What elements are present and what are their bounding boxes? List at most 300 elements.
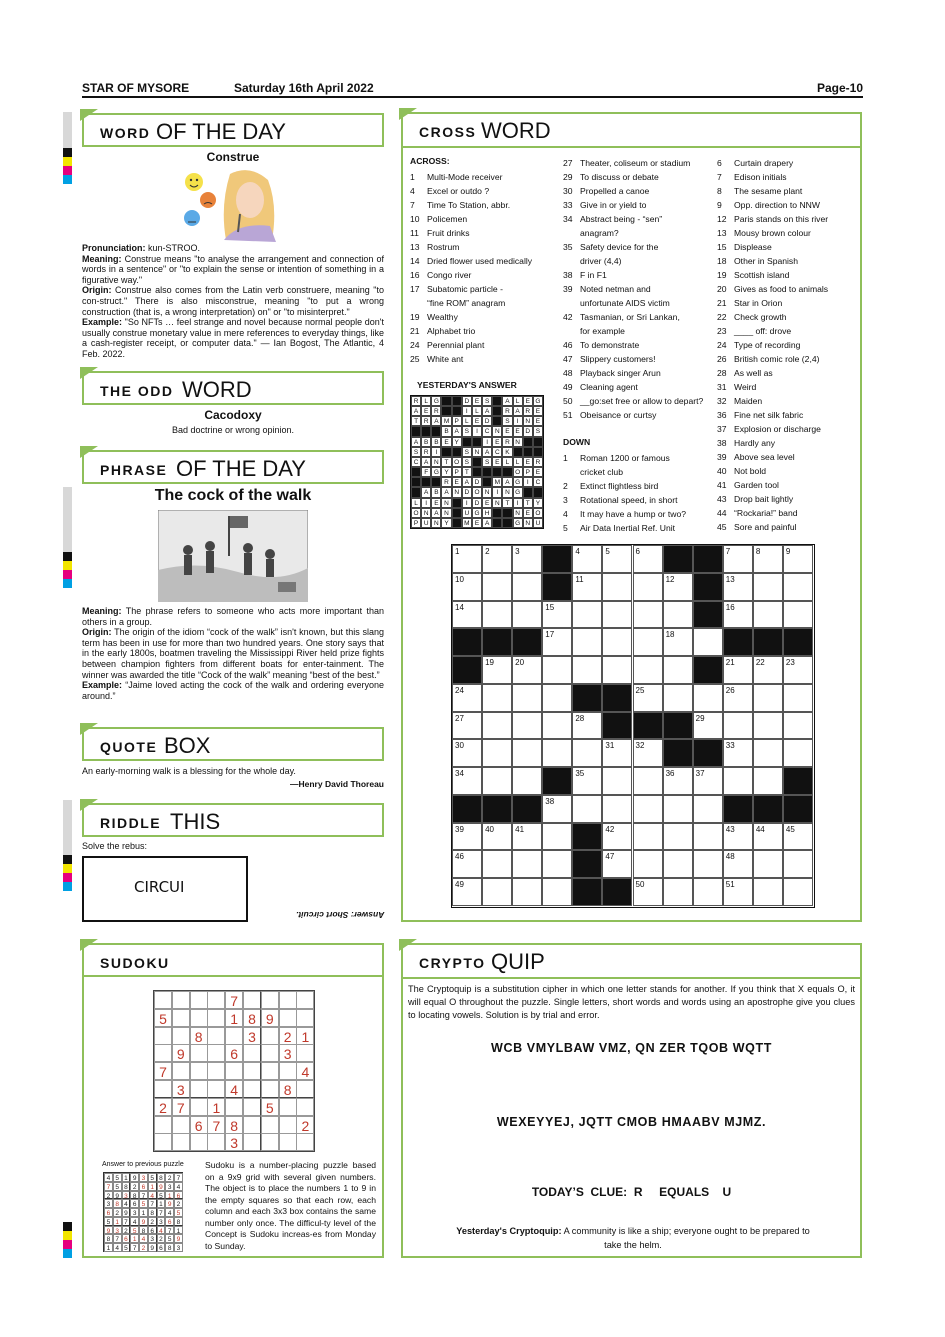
crossword-cell[interactable] [572, 628, 602, 656]
potd-meaning: The phrase refers to someone who acts more important than others in a group. [82, 606, 385, 627]
sudoku-answer-cell: 3 [113, 1226, 122, 1235]
crossword-cell[interactable]: 24 [452, 684, 482, 712]
answer-cell: E [482, 498, 492, 508]
clue-text: F in F1 [580, 270, 607, 280]
crossword-cell[interactable]: 3 [512, 545, 542, 573]
answer-cell: D [472, 477, 482, 487]
crossword-block [512, 628, 542, 656]
sudoku-answer-cell: 7 [174, 1173, 183, 1182]
sudoku-answer-cell: 7 [148, 1199, 157, 1208]
sudoku-cell: 2 [279, 1027, 297, 1045]
crossword-cell[interactable] [512, 712, 542, 740]
crossword-cell[interactable]: 21 [723, 656, 753, 684]
crossword-cell[interactable] [693, 795, 723, 823]
crossword-cell[interactable]: 30 [452, 739, 482, 767]
crossword-cell[interactable]: 16 [723, 601, 753, 629]
crossword-cell[interactable] [512, 850, 542, 878]
clue-text: Noted netman and [580, 284, 651, 294]
crossword-cell[interactable] [602, 795, 632, 823]
crossword-cell[interactable]: 1 [452, 545, 482, 573]
sudoku-answer-cell: 8 [122, 1182, 131, 1191]
clue [717, 184, 828, 198]
riddle-prompt: Solve the rebus: [82, 841, 148, 851]
crossword-cell[interactable] [693, 628, 723, 656]
crossword-cell[interactable] [633, 850, 663, 878]
sudoku-answer-cell: 8 [165, 1243, 174, 1252]
crossword-cell[interactable] [663, 850, 693, 878]
clue [410, 170, 532, 184]
clue-number: 36 [717, 410, 727, 420]
clue-text: Slippery customers! [580, 354, 656, 364]
odd-word: Cacodoxy [204, 408, 262, 422]
clue-text: ____ off: drove [734, 326, 792, 336]
answer-block [421, 477, 431, 487]
answer-cell: Y [441, 467, 451, 477]
crossword-cell[interactable] [512, 767, 542, 795]
answer-cell: S [462, 457, 472, 467]
crossword-cell[interactable] [693, 823, 723, 851]
clue [563, 479, 686, 493]
crossword-cell[interactable] [663, 795, 693, 823]
crossword-cell[interactable]: 18 [663, 628, 693, 656]
sudoku-answer-cell: 3 [130, 1208, 139, 1217]
crossword-cell[interactable]: 35 [572, 767, 602, 795]
clue-number: 40 [717, 466, 727, 476]
answer-block [472, 457, 482, 467]
sudoku-answer-cell: 6 [148, 1226, 157, 1235]
clue-text: Dried flower used medically [427, 256, 533, 266]
answer-block [502, 518, 512, 528]
crossword-cell[interactable] [482, 850, 512, 878]
answer-cell: T [441, 457, 451, 467]
crossword-cell[interactable]: 39 [452, 823, 482, 851]
answer-cell: E [472, 396, 482, 406]
sudoku-answer-cell: 8 [148, 1208, 157, 1217]
crossword-cell[interactable] [572, 656, 602, 684]
crossword-cell[interactable]: 23 [783, 656, 813, 684]
clue-number: 19 [410, 312, 420, 322]
clue-text: Weird [734, 382, 757, 392]
crossword-cell[interactable] [572, 795, 602, 823]
crossword-cell[interactable]: 10 [452, 573, 482, 601]
crossword-title-box [403, 114, 860, 148]
crossword-cell[interactable] [542, 684, 572, 712]
answer-cell: P [411, 518, 421, 528]
answer-block [523, 437, 533, 447]
crossword-cell[interactable] [753, 573, 783, 601]
sudoku-answer-cell: 4 [148, 1191, 157, 1200]
crossword-cell[interactable] [633, 795, 663, 823]
clue-text: Wealthy [427, 312, 458, 322]
crossword-cell[interactable] [542, 712, 572, 740]
thinking-woman-illustration [180, 166, 286, 242]
crossword-cell[interactable] [783, 712, 813, 740]
crossword-cell[interactable]: 41 [512, 823, 542, 851]
clue [717, 240, 828, 254]
answer-cell: N [513, 508, 523, 518]
answer-block [411, 467, 421, 477]
clue-text: Explosion or discharge [734, 424, 821, 434]
crossword-cell[interactable] [482, 684, 512, 712]
answer-cell: G [513, 518, 523, 528]
sudoku-answer-cell: 3 [122, 1191, 131, 1200]
crossword-cell[interactable] [542, 850, 572, 878]
clue-text: Playback singer Arun [580, 368, 661, 378]
crossword-block [602, 878, 632, 906]
crossword-cell[interactable] [753, 878, 783, 906]
crossword-cell[interactable]: 47 [602, 850, 632, 878]
answer-cell: E [472, 518, 482, 528]
clue-number: 7 [410, 200, 415, 210]
crossword-cell[interactable] [602, 573, 632, 601]
answer-cell: E [533, 406, 543, 416]
crossword-cell[interactable]: 34 [452, 767, 482, 795]
clue-number: 50 [563, 396, 573, 406]
sudoku-answer-cell: 1 [157, 1199, 166, 1208]
sudoku-answer-cell: 4 [174, 1182, 183, 1191]
crossword-cell[interactable] [783, 739, 813, 767]
answer-cell: F [421, 467, 431, 477]
clue-text: __go:set free or allow to depart? [580, 396, 704, 406]
answer-cell: B [431, 487, 441, 497]
color-marks [63, 148, 72, 184]
answer-cell: R [431, 406, 441, 416]
sudoku-answer-cell: 9 [139, 1217, 148, 1226]
answer-cell: N [482, 487, 492, 497]
crossword-block [693, 545, 723, 573]
clue-text: Cleaning agent [580, 382, 638, 392]
clue-number: 4 [563, 509, 568, 519]
crossword-cell[interactable]: 2 [482, 545, 512, 573]
sudoku-cell: 8 [243, 1009, 261, 1027]
crossword-block [663, 712, 693, 740]
crossword-cell[interactable] [482, 878, 512, 906]
crossword-cell[interactable] [783, 601, 813, 629]
answer-cell: S [502, 416, 512, 426]
sudoku-cell: 4 [296, 1062, 314, 1080]
crossword-cell[interactable]: 49 [452, 878, 482, 906]
crossword-cell[interactable] [633, 628, 663, 656]
answer-cell: E [533, 467, 543, 477]
crossword-cell[interactable]: 48 [723, 850, 753, 878]
crossword-cell[interactable] [602, 767, 632, 795]
crossword-cell[interactable]: 32 [633, 739, 663, 767]
clue-text: Displease [734, 242, 772, 252]
clue-text: British comic role (2,4) [734, 354, 820, 364]
answer-cell: S [462, 447, 472, 457]
answer-cell: A [502, 396, 512, 406]
crossword-cell[interactable] [602, 628, 632, 656]
answer-cell: D [523, 426, 533, 436]
crossword-cell[interactable] [482, 601, 512, 629]
crossword-cell[interactable] [693, 878, 723, 906]
sudoku-answer-cell: 7 [139, 1191, 148, 1200]
crossword-block [783, 795, 813, 823]
crossword-cell[interactable]: 50 [633, 878, 663, 906]
answer-cell: A [431, 508, 441, 518]
answer-cell: R [502, 437, 512, 447]
clue-number: 1 [563, 453, 568, 463]
crossword-block [663, 545, 693, 573]
crossword-cell[interactable]: 45 [783, 823, 813, 851]
crossword-block [693, 739, 723, 767]
clue-number: 16 [410, 270, 420, 280]
crossword-cell[interactable] [693, 850, 723, 878]
crossword-cell[interactable] [753, 739, 783, 767]
sudoku-answer-cell: 9 [165, 1199, 174, 1208]
crossword-cell[interactable] [723, 767, 753, 795]
crossword-cell[interactable] [693, 684, 723, 712]
answer-cell: G [513, 487, 523, 497]
sudoku-answer-cell: 8 [104, 1234, 113, 1243]
clue [563, 254, 703, 268]
clue-text: As well as [734, 368, 773, 378]
crossword-block [572, 684, 602, 712]
crossword-cell[interactable] [783, 573, 813, 601]
sudoku-cell: 5 [261, 1098, 279, 1116]
issue-date: Saturday 16th April 2022 [234, 81, 374, 95]
clue [563, 282, 703, 296]
answer-cell: K [502, 447, 512, 457]
crossword-cell[interactable]: 37 [693, 767, 723, 795]
clue [410, 184, 532, 198]
riddle-title-box [82, 803, 384, 837]
answer-cell: C [482, 426, 492, 436]
crossword-cell[interactable]: 5 [602, 545, 632, 573]
sudoku-answer-cell: 2 [139, 1243, 148, 1252]
down-clues-2 [717, 156, 828, 534]
clue-number: 20 [717, 284, 727, 294]
crossword-cell[interactable] [602, 656, 632, 684]
answer-cell: Y [441, 518, 451, 528]
sudoku-answer-cell: 6 [157, 1243, 166, 1252]
crossword-cell[interactable]: 8 [753, 545, 783, 573]
clue-number: 30 [563, 186, 573, 196]
crossword-cell[interactable] [753, 712, 783, 740]
crossword-block [452, 795, 482, 823]
crossword-cell[interactable] [783, 684, 813, 712]
crossword-cell[interactable] [512, 684, 542, 712]
crossword-cell[interactable]: 28 [572, 712, 602, 740]
answer-cell: G [533, 396, 543, 406]
clue [717, 380, 828, 394]
clue [717, 422, 828, 436]
clue-text: Rostrum [427, 242, 460, 252]
corner-flag-icon [80, 723, 98, 735]
sudoku-cell: 8 [279, 1080, 297, 1098]
crossword-block [753, 628, 783, 656]
clue-text: Roman 1200 or famous [580, 453, 670, 463]
crossword-cell[interactable] [542, 823, 572, 851]
clue-text: Excel or outdo ? [427, 186, 490, 196]
odd-title-b: WORD [182, 377, 252, 402]
cryptoquip-clue: TODAY’S CLUE: R EQUALS U [531, 1185, 732, 1199]
wotd-word: Construe [206, 150, 260, 164]
answer-cell: N [492, 426, 502, 436]
crossword-cell[interactable] [572, 739, 602, 767]
clue-text: The sesame plant [734, 186, 803, 196]
crossword-cell[interactable]: 42 [602, 823, 632, 851]
crossword-cell[interactable] [663, 684, 693, 712]
sudoku-answer-cell: 4 [157, 1226, 166, 1235]
clue-number: 49 [563, 382, 573, 392]
crossword-cell[interactable]: 7 [723, 545, 753, 573]
page-number: Page-10 [816, 81, 863, 95]
answer-cell: D [482, 416, 492, 426]
crossword-cell[interactable]: 9 [783, 545, 813, 573]
crossword-cell[interactable] [633, 823, 663, 851]
crossword-cell[interactable]: 4 [572, 545, 602, 573]
crossword-cell[interactable]: 31 [602, 739, 632, 767]
answer-cell: E [421, 406, 431, 416]
clue-text: driver (4,4) [580, 256, 622, 266]
answer-cell: N [523, 416, 533, 426]
answer-block [513, 447, 523, 457]
clue [410, 338, 532, 352]
crossword-cell[interactable] [482, 739, 512, 767]
crossword-cell[interactable]: 27 [452, 712, 482, 740]
answer-cell: B [441, 426, 451, 436]
crossword-cell[interactable] [753, 850, 783, 878]
crossword-block [602, 712, 632, 740]
crossword-cell[interactable]: 40 [482, 823, 512, 851]
crossword-cell[interactable] [482, 712, 512, 740]
crossword-cell[interactable]: 46 [452, 850, 482, 878]
sudoku-answer-cell: 5 [148, 1173, 157, 1182]
crossword-cell[interactable]: 51 [723, 878, 753, 906]
crossword-cell[interactable] [633, 601, 663, 629]
crossword-cell[interactable] [753, 601, 783, 629]
crossword-cell[interactable] [542, 878, 572, 906]
crossword-cell[interactable] [482, 573, 512, 601]
yesterday-answer-grid [410, 395, 544, 529]
sudoku-title: SUDOKU [100, 955, 170, 971]
clue-text: Other in Spanish [734, 256, 799, 266]
crossword-cell[interactable]: 17 [542, 628, 572, 656]
crossword-cell[interactable]: 22 [753, 656, 783, 684]
clue-text: Hardly any [734, 438, 776, 448]
clue-text: “Rockaria!” band [734, 508, 798, 518]
clue-number: 12 [717, 214, 727, 224]
crossword-cell[interactable]: 11 [572, 573, 602, 601]
crossword-cell[interactable]: 44 [753, 823, 783, 851]
crossword-cell[interactable] [542, 739, 572, 767]
clue-text: anagram? [580, 228, 619, 238]
crossword-cell[interactable]: 13 [723, 573, 753, 601]
clue [563, 338, 703, 352]
crossword-cell[interactable] [753, 767, 783, 795]
crossword-cell[interactable] [542, 656, 572, 684]
sudoku-answer-cell: 4 [104, 1173, 113, 1182]
answer-cell: E [513, 426, 523, 436]
crossword-cell[interactable] [512, 878, 542, 906]
crossword-cell[interactable]: 12 [663, 573, 693, 601]
color-marks [63, 552, 72, 588]
clue-number: 38 [717, 438, 727, 448]
clue-number: 2 [563, 481, 568, 491]
crossword-cell[interactable]: 19 [482, 656, 512, 684]
clue-text: Above sea level [734, 452, 795, 462]
crossword-cell[interactable] [663, 823, 693, 851]
crossword-cell[interactable] [602, 601, 632, 629]
clue-text: White ant [427, 354, 464, 364]
answer-cell: N [523, 518, 533, 528]
crossword-grid[interactable] [451, 544, 815, 908]
crossword-cell[interactable] [783, 850, 813, 878]
crossword-cell[interactable] [633, 573, 663, 601]
sudoku-answer-cell: 8 [139, 1226, 148, 1235]
clue [563, 240, 703, 254]
answer-cell: I [513, 498, 523, 508]
crossword-cell[interactable] [482, 767, 512, 795]
answer-cell: I [492, 487, 502, 497]
crossword-cell[interactable]: 6 [633, 545, 663, 573]
crossword-cell[interactable] [512, 739, 542, 767]
answer-cell: C [411, 457, 421, 467]
corner-flag-icon [399, 108, 417, 120]
crossword-cell[interactable] [572, 601, 602, 629]
answer-cell: M [462, 518, 472, 528]
clue [410, 212, 532, 226]
clue [717, 324, 828, 338]
crossword-cell[interactable] [753, 684, 783, 712]
sudoku-cell: 7 [154, 1062, 172, 1080]
answer-cell: S [462, 426, 472, 436]
crossword-cell[interactable] [723, 712, 753, 740]
crossword-cell[interactable]: 29 [693, 712, 723, 740]
sudoku-cell: 7 [172, 1098, 190, 1116]
clue-number: 51 [563, 410, 573, 420]
sudoku-cell: 4 [225, 1080, 243, 1098]
answer-block [411, 426, 421, 436]
clue-text: for example [580, 326, 625, 336]
clue [717, 282, 828, 296]
crossword-cell[interactable]: 15 [542, 601, 572, 629]
riddle-title-b: THIS [170, 809, 221, 834]
clue [563, 170, 703, 184]
crossword-cell[interactable] [633, 767, 663, 795]
clue-number: 8 [717, 186, 722, 196]
clue [563, 184, 703, 198]
crossword-cell[interactable]: 33 [723, 739, 753, 767]
crossword-cell[interactable]: 26 [723, 684, 753, 712]
sudoku-answer-cell: 7 [165, 1226, 174, 1235]
clue [563, 380, 703, 394]
crossword-cell[interactable] [663, 601, 693, 629]
crossword-cell[interactable] [633, 656, 663, 684]
crossword-cell[interactable] [512, 601, 542, 629]
quote-title-box [82, 727, 384, 761]
crossword-cell[interactable] [663, 656, 693, 684]
answer-cell: R [533, 457, 543, 467]
clue-number: 48 [563, 368, 573, 378]
crossword-cell[interactable] [663, 878, 693, 906]
crossword-cell[interactable]: 14 [452, 601, 482, 629]
crossword-cell[interactable] [783, 878, 813, 906]
crossword-cell[interactable]: 20 [512, 656, 542, 684]
answer-cell: R [421, 447, 431, 457]
sudoku-answer-cell: 4 [130, 1217, 139, 1226]
sudoku-answer-cell: 5 [139, 1199, 148, 1208]
sudoku-answer-cell: 8 [157, 1173, 166, 1182]
crossword-cell[interactable]: 38 [542, 795, 572, 823]
crossword-cell[interactable] [512, 573, 542, 601]
crossword-cell[interactable]: 43 [723, 823, 753, 851]
clue [717, 226, 828, 240]
crossword-cell[interactable]: 36 [663, 767, 693, 795]
crossword-cell[interactable]: 25 [633, 684, 663, 712]
clue-number: 9 [717, 200, 722, 210]
